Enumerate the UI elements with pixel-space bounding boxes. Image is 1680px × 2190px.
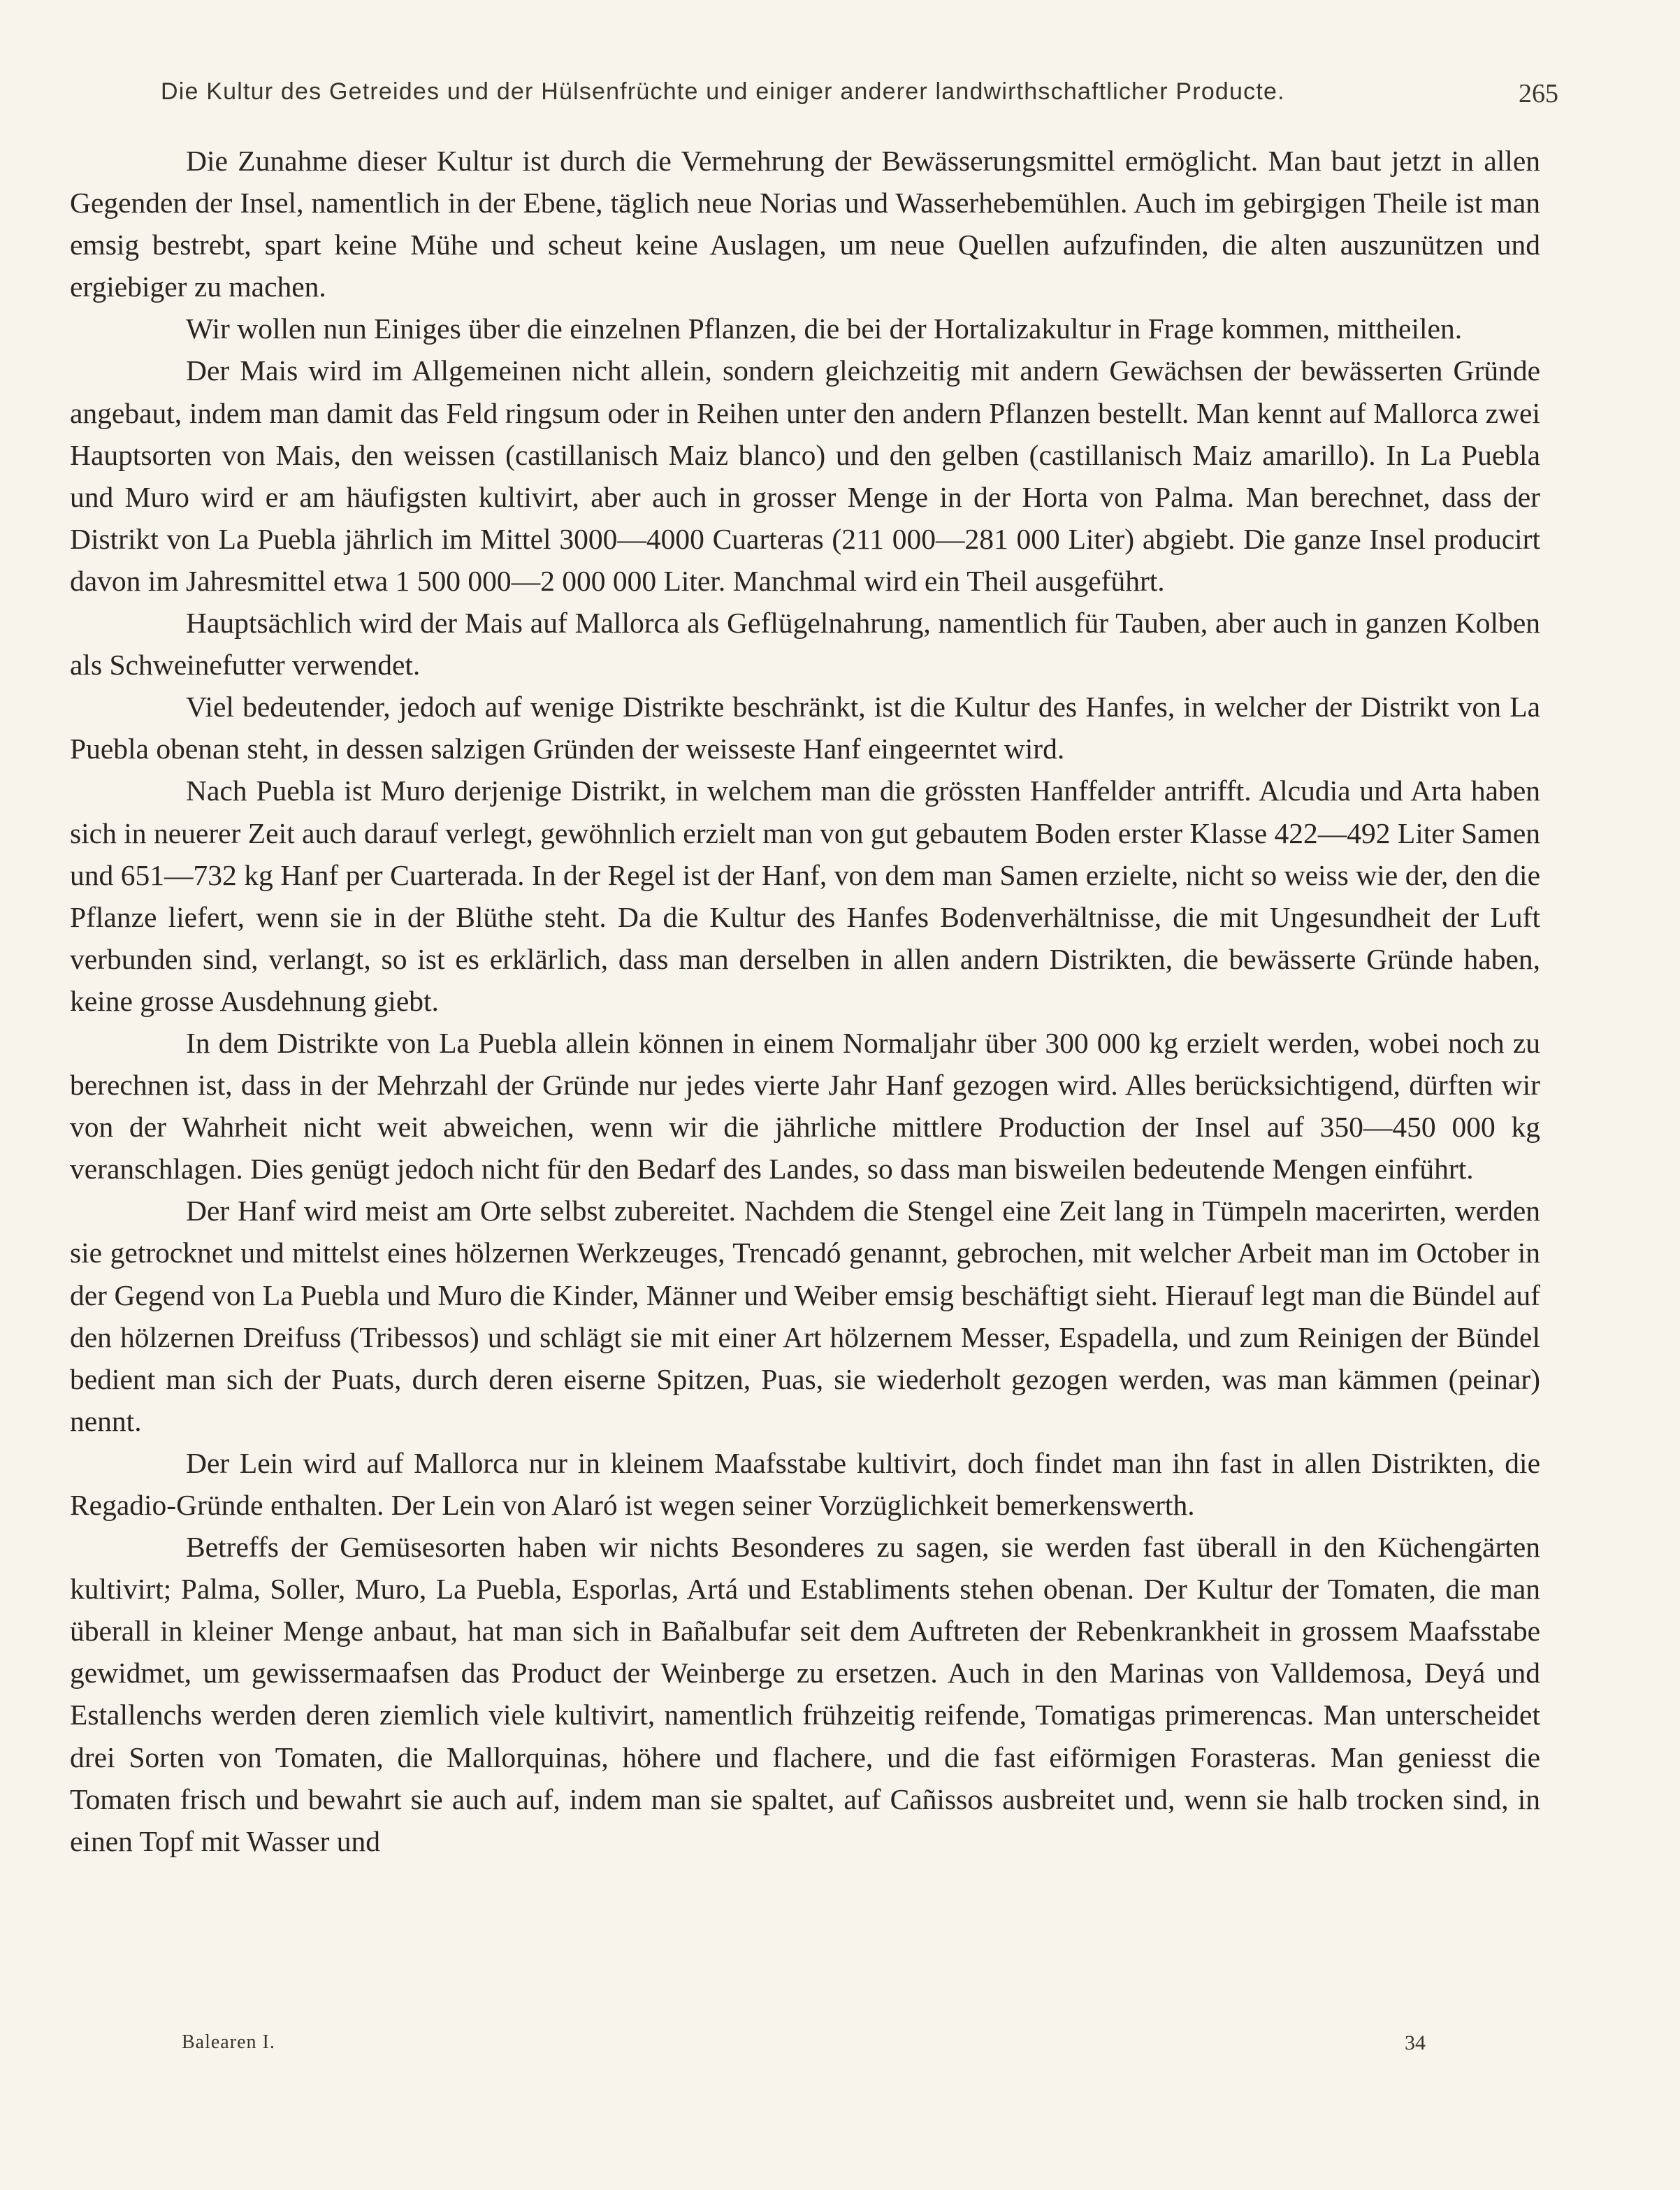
sheet-number: 34 [1405,2031,1426,2054]
paragraph: Hauptsächlich wird der Mais auf Mallorca als Geflügelnahrung, namentlich für Tauben, aber auch in ganzen Kolben als Schweinefutter verwendet. [70,607,1540,682]
paragraph: Viel bedeutender, jedoch auf wenige Distrikte beschränkt, ist die Kultur des Hanfes, in welcher der Distrikt von La Puebla obenan steht, in dessen salzigen Gründen der weisseste Hanf eingeerntet wird. [70,691,1540,765]
paragraph: In dem Distrikte von La Puebla allein können in einem Normaljahr über 300 000 kg erzielt werden, wobei noch zu berechnen ist, dass in der Mehrzahl der Gründe nur jedes vierte Jahr Hanf gezogen wird. Alles berücksichtigend, dürften wir von der Wahrheit nicht weit abweichen, wenn wir die jährliche mittlere Production der Insel auf 350—450 000 kg veranschlagen. Dies genügt jedoch nicht für den Bedarf des Landes, so dass man bisweilen bedeutende Mengen einführt. [70,1026,1540,1186]
paragraph: Der Hanf wird meist am Orte selbst zubereitet. Nachdem die Stengel eine Zeit lang in Tümpeln macerirten, werden sie getrocknet und mittelst eines hölzernen Werkzeuges, Trencadó genannt, gebrochen, mit welcher Arbeit man im October in der Gegend von La Puebla und Muro die Kinder, Männer und Weiber emsig beschäftigt sieht. Hierauf legt man die Bündel auf den hölzernen Dreifuss (Tribessos) und schlägt sie mit einer Art hölzernem Messer, Espadella, und zum Reinigen der Bündel bedient man sich der Puats, durch deren eiserne Spitzen, Puas, sie wiederholt gezogen werden, was man kämmen (peinar) nennt. [70,1195,1540,1437]
body-text [70,140,1540,1862]
paragraph: Betreffs der Gemüsesorten haben wir nichts Besonderes zu sagen, sie werden fast überall in den Küchengärten kultivirt; Palma, Soller, Muro, La Puebla, Esporlas, Artá und Establiments stehen obenan. Der Kultur der Tomaten, die man überall in kleiner Menge anbaut, hat man sich in Bañalbufar seit dem Auftreten der Rebenkrankheit in grossem Maafsstabe gewidmet, um gewissermaafsen das Product der Weinberge zu ersetzen. Auch in den Marinas von Valldemosa, Deyá und Estallenchs werden deren ziemlich viele kultivirt, namentlich frühzeitig reifende, Tomatigas primerencas. Man unterscheidet drei Sorten von Tomaten, die Mallorquinas, höhere und flachere, und die fast eiförmigen Forasteras. Man geniesst die Tomaten frisch und bewahrt sie auch auf, indem man sie spaltet, auf Cañissos ausbreitet und, wenn sie halb trocken sind, in einen Topf mit Wasser und [70,1531,1540,1857]
running-head [161,78,1558,113]
running-title: Die Kultur des Getreides und der Hülsenfrüchte und einiger anderer landwirthschaftlicher Producte. [161,78,1285,105]
paragraph: Der Mais wird im Allgemeinen nicht allein, sondern gleichzeitig mit andern Gewächsen der bewässerten Gründe angebaut, indem man damit das Feld ringsum oder in Reihen unter den andern Pflanzen bestellt. Man kennt auf Mallorca zwei Hauptsorten von Mais, den weissen (castillanisch Maiz blanco) und den gelben (castillanisch Maiz amarillo). In La Puebla und Muro wird er am häufigsten kultivirt, aber auch in grosser Menge in der Horta von Palma. Man berechnet, dass der Distrikt von La Puebla jährlich im Mittel 3000—4000 Cuarteras (211 000—281 000 Liter) abgiebt. Die ganze Insel producirt davon im Jahresmittel etwa 1 500 000—2 000 000 Liter. Manchmal wird ein Theil ausgeführt. [70,354,1540,597]
paragraph: Der Lein wird auf Mallorca nur in kleinem Maafsstabe kultivirt, doch findet man ihn fast in allen Distrikten, die Regadio-Gründe enthalten. Der Lein von Alaró ist wegen seiner Vorzüglichkeit bemerkenswerth. [70,1446,1540,1521]
paragraph: Die Zunahme dieser Kultur ist durch die Vermehrung der Bewässerungsmittel ermöglicht. Man baut jetzt in allen Gegenden der Insel, namentlich in der Ebene, täglich neue Norias und Wasserhebemühlen. Auch im gebirgigen Theile ist man emsig bestrebt, spart keine Mühe und scheut keine Auslagen, um neue Quellen aufzufinden, die alten auszunützen und ergiebiger zu machen. [70,145,1540,303]
page-footer [182,2031,1426,2059]
page-number: 265 [1519,79,1558,108]
paragraph: Wir wollen nun Einiges über die einzelnen Pflanzen, die bei der Hortalizakultur in Frage kommen, mittheilen. [186,312,1463,345]
paragraph: Nach Puebla ist Muro derjenige Distrikt, in welchem man die grössten Hanffelder antrifft. Alcudia und Arta haben sich in neuerer Zeit auch darauf verlegt, gewöhnlich erzielt man von gut gebautem Boden erster Klasse 422—492 Liter Samen und 651—732 kg Hanf per Cuarterada. In der Regel ist der Hanf, von dem man Samen erzielte, nicht so weiss wie der, den die Pflanze liefert, wenn sie in der Blüthe steht. Da die Kultur des Hanfes Bodenverhältnisse, die mit Ungesundheit der Luft verbunden sind, verlangt, so ist es erklärlich, dass man derselben in allen andern Distrikten, die bewässerte Gründe haben, keine grosse Ausdehnung giebt. [70,775,1540,1017]
signature-mark: Balearen I. [182,2031,275,2053]
